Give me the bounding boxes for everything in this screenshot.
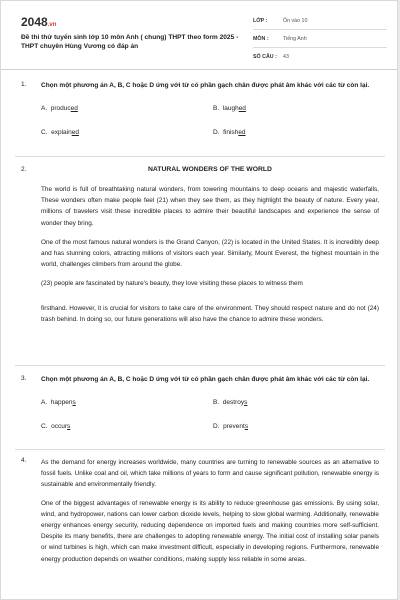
site-logo[interactable] <box>21 15 56 29</box>
option-c[interactable]: C. occurs <box>41 423 71 430</box>
question-number: 3. <box>21 375 27 382</box>
info-label: MÔN : <box>253 35 269 42</box>
exam-info-class <box>253 12 387 30</box>
document-title: Đề thi thử tuyển sinh lớp 10 môn Anh ( chung) THPT theo form 2025 - THPT chuyên Hùng Vương có đáp án <box>21 34 239 50</box>
option-d[interactable]: D. prevents <box>213 423 249 430</box>
passage-paragraph: (23) people are fascinated by nature's beauty, they love visiting these places to witness them <box>41 280 303 288</box>
info-label: SỐ CÂU : <box>253 53 277 60</box>
question-number: 4. <box>21 457 27 464</box>
option-a[interactable]: A. produced <box>41 105 78 112</box>
exam-info-question-count <box>253 48 387 65</box>
logo-domain: .vn <box>47 22 57 28</box>
option-d[interactable]: D. finished <box>213 129 246 136</box>
info-value: Tiếng Anh <box>283 35 307 42</box>
answer-options <box>41 99 379 145</box>
option-b[interactable]: B. laughed <box>213 105 246 112</box>
passage-paragraph: firsthand. However, it is crucial for visitors to take care of the environment. They should respect nature and do not (24) trash behind. In doing so, our future generations will also have the chance to admire these wonders. <box>41 304 379 323</box>
info-value: 43 <box>283 53 289 60</box>
article-title: NATURAL WONDERS OF THE WORLD <box>148 166 272 173</box>
logo-number: 2048 <box>21 15 48 29</box>
answer-options <box>41 393 379 439</box>
passage-paragraph: One of the most famous natural wonders is the Grand Canyon, (22) is located in the United States. It is incredibly deep and has stunning colors, attracting millions of visitors each year. Similarly, Mount Everest, the highest mountain in the world, challenges climbers from around the globe. <box>41 238 379 269</box>
passage-paragraph: One of the biggest advantages of renewable energy is its ability to reduce greenhouse gas emissions. By using solar, wind, and hydropower, nations can lower carbon dioxide levels, helping to slow global warming. Additionally, renewable energy enhances energy security, reducing dependence on imported fuels and making countries more self-sufficient. Despite its many benefits, there are challenges to adopting renewable energy. The initial cost of installing solar panels or wind turbines is high, which can make investment difficult, especially in developing regions. Furthermore, renewable energy production depends on weather conditions, making supply less reliable in some areas. <box>41 499 379 563</box>
divider <box>15 449 385 450</box>
question-number: 1. <box>21 81 27 88</box>
document-header <box>1 1 397 70</box>
option-a[interactable]: A. happens <box>41 399 76 406</box>
option-b[interactable]: B. destroys <box>213 399 248 406</box>
exam-info-table <box>253 12 387 65</box>
option-c[interactable]: C. explained <box>41 129 79 136</box>
question-prompt: Chọn một phương án A, B, C hoặc D ứng với từ có phần gạch chân được phát âm khác với các từ còn lại. <box>41 376 370 383</box>
question-number: 2. <box>21 166 27 173</box>
passage-paragraph: The world is full of breathtaking natural wonders, from towering mountains to deep oceans and majestic waterfalls. These wonders often make people feel (21) when they see them, as they highlight the beauty of nature. Every year, millions of travelers visit these incredible places to admire their beautiful landscapes and experience the sense of wonder they bring. <box>41 186 379 227</box>
info-value: Ôn vào 10 <box>283 17 308 24</box>
info-label: LỚP : <box>253 17 268 24</box>
divider <box>15 156 385 157</box>
divider <box>15 365 385 366</box>
passage-paragraph: As the demand for energy increases worldwide, many countries are turning to renewable sources as an alternative to fossil fuels. Unlike coal and oil, which take millions of years to form and cause significant pollution, renewable energy is sustainable and environmentally friendly. <box>41 459 379 489</box>
question-prompt: Chọn một phương án A, B, C hoặc D ứng với từ có phần gạch chân được phát âm khác với các từ còn lại. <box>41 82 370 89</box>
exam-info-subject <box>253 30 387 48</box>
